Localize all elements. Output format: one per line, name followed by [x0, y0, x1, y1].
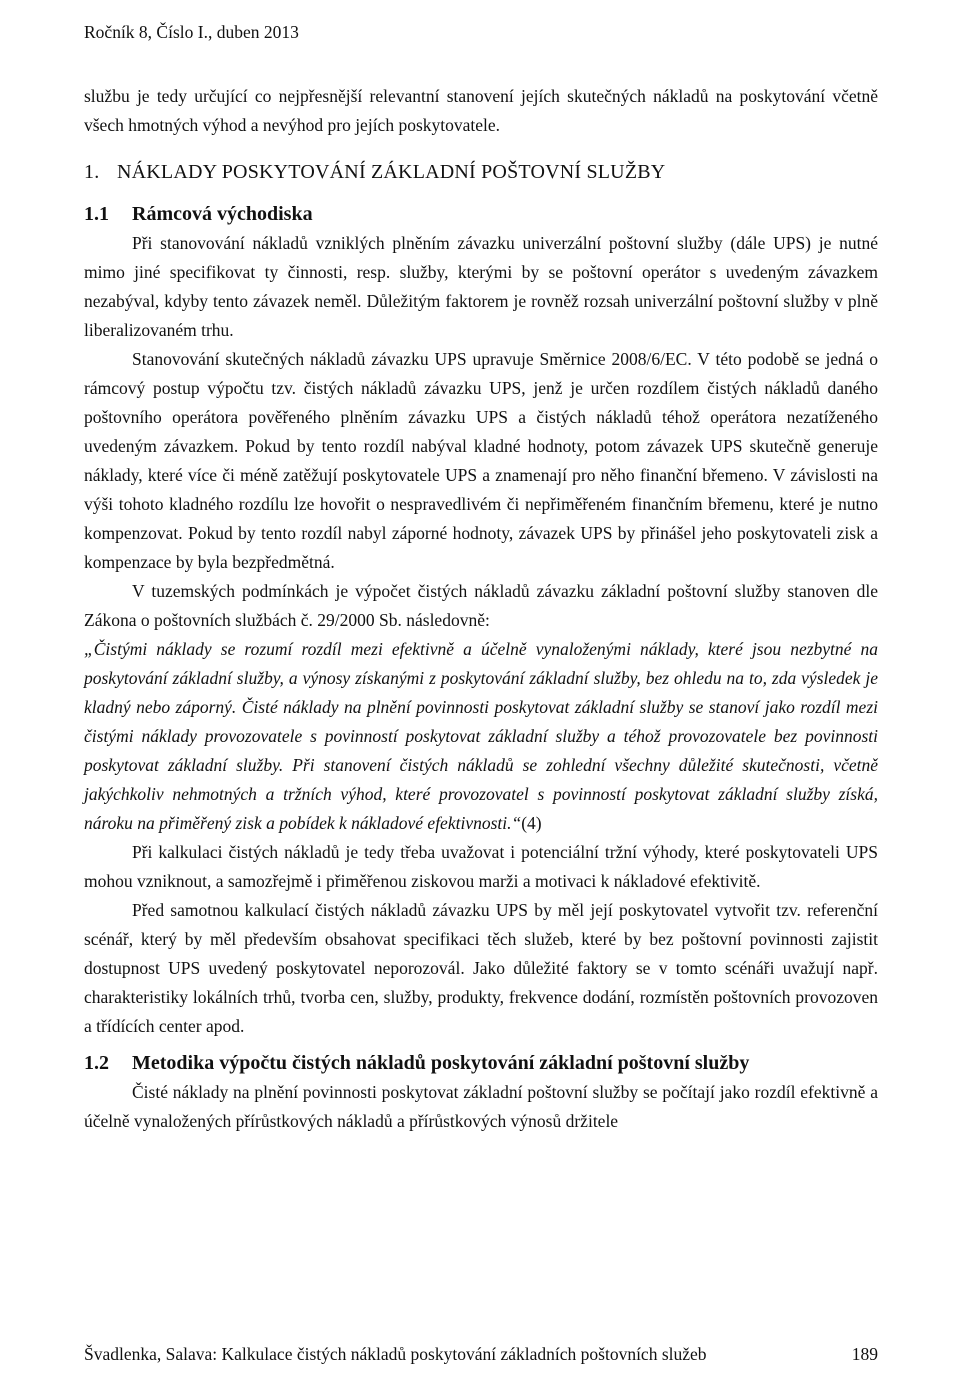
page-footer	[84, 1344, 878, 1365]
paragraph: Při kalkulaci čistých nákladů je tedy třeba uvažovat i potenciální tržní výhody, které poskytovateli UPS mohou vzniknout, a samozřejmě i přiměřenou ziskovou marži a motivaci k nákladové efektivitě.	[84, 842, 878, 891]
section-1-number: 1.	[84, 161, 100, 183]
page-number: 189	[851, 1344, 878, 1364]
law-quote-text: „Čistými náklady se rozumí rozdíl mezi efektivně a účelně vynaloženými náklady, které jsou nezbytné na poskytování základní služby, a výnosy získanými z poskytování základní služby, bez ohledu na to, zda výsledek je kladný nebo záporný. Čisté náklady na plnění povinnosti poskytovat základní služby se stanoví jako rozdíl mezi čistými náklady provozovatele s povinností poskytovat základní služby a téhož provozovatele bez povinnosti poskytovat základní služby. Při stanovení čistých nákladů se zohlední všechny důležité skutečnosti, včetně jakýchkoliv nehmotných a tržních výhod, které provozovatel s povinností poskytovat základní služby získá, nároku na přiměřený zisk a pobídek k nákladové efektivnosti.“	[84, 639, 878, 833]
section-1-2-title: Metodika výpočtu čistých nákladů poskytování základní poštovní služby	[132, 1052, 750, 1074]
section-1-2-number: 1.2	[84, 1052, 109, 1074]
paragraph: Před samotnou kalkulací čistých nákladů závazku UPS by měl její poskytovatel vytvořit tzv. referenční scénář, který by měl především obsahovat specifikaci těch služeb, které by bez poštovní povinnosti zajistit dostupnost UPS uvedený poskytovatel neporozovál. Jako důležité faktory se v tomto scénáři uvažují např. charakteristiky lokálních trhů, tvorba cen, služby, produkty, frekvence dodání, rozmístěn poštovních provozoven a třídících center apod.	[84, 900, 878, 1036]
section-1-1-heading	[84, 200, 878, 229]
law-quote	[84, 635, 878, 838]
page-content	[84, 82, 878, 1136]
running-header: Ročník 8, Číslo I., duben 2013	[84, 22, 299, 42]
section-1-heading	[84, 158, 878, 187]
document-page	[84, 0, 878, 1389]
section-1-title: NÁKLADY POSKYTOVÁNÍ ZÁKLADNÍ POŠTOVNÍ SLUŽBY	[117, 161, 666, 183]
section-1-1-title: Rámcová východiska	[132, 203, 313, 225]
law-quote-reference: (4)	[521, 813, 542, 833]
paragraph: Při stanovování nákladů vzniklých plněním závazku univerzální poštovní služby (dále UPS) je nutné mimo jiné specifikovat ty činnosti, resp. služby, kterými by se poštovní operátor s uvedeným závazkem nezabýval, kdyby tento závazek neměl. Důležitým faktorem je rovněž rozsah univerzální poštovní služby v plně liberalizovaném trhu.	[84, 233, 878, 340]
section-1-1-number: 1.1	[84, 203, 109, 225]
paragraph: Stanovování skutečných nákladů závazku UPS upravuje Směrnice 2008/6/EC. V této podobě se jedná o rámcový postup výpočtu tzv. čistých nákladů závazku UPS, jenž je určen rozdílem čistých nákladů daného poštovního operátora pověřeného plněním závazku UPS a čistých nákladů téhož operátora nezatíženého uvedeným závazkem. Pokud by tento rozdíl nabýval kladné hodnoty, potom závazek UPS skutečně generuje náklady, které více či méně zatěžují poskytovatele UPS a znamenají pro něho finanční břemeno. V závislosti na výši tohoto kladného rozdílu lze hovořit o nespravedlivém či nepřiměřeném finančním břemenu, které je nutno kompenzovat. Pokud by tento rozdíl nabyl záporné hodnoty, závazek UPS by přinášel jeho poskytovateli zisk a kompenzace by byla bezpředmětná.	[84, 349, 878, 572]
paragraph: V tuzemských podmínkách je výpočet čistých nákladů závazku základní poštovní služby stanoven dle Zákona o poštovních službách č. 29/2000 Sb. následovně:	[84, 581, 878, 630]
intro-paragraph: službu je tedy určující co nejpřesnější relevantní stanovení jejích skutečných nákladů na poskytování včetně všech hmotných výhod a nevýhod pro jejích poskytovatele.	[84, 86, 878, 135]
paragraph: Čisté náklady na plnění povinnosti poskytovat základní poštovní služby se počítají jako rozdíl efektivně a účelně vynaložených přírůstkových nákladů a přírůstkových výnosů držitele	[84, 1082, 878, 1131]
section-1-2-heading	[84, 1049, 878, 1078]
footer-citation: Švadlenka, Salava: Kalkulace čistých nákladů poskytování základních poštovních služeb	[84, 1344, 707, 1364]
